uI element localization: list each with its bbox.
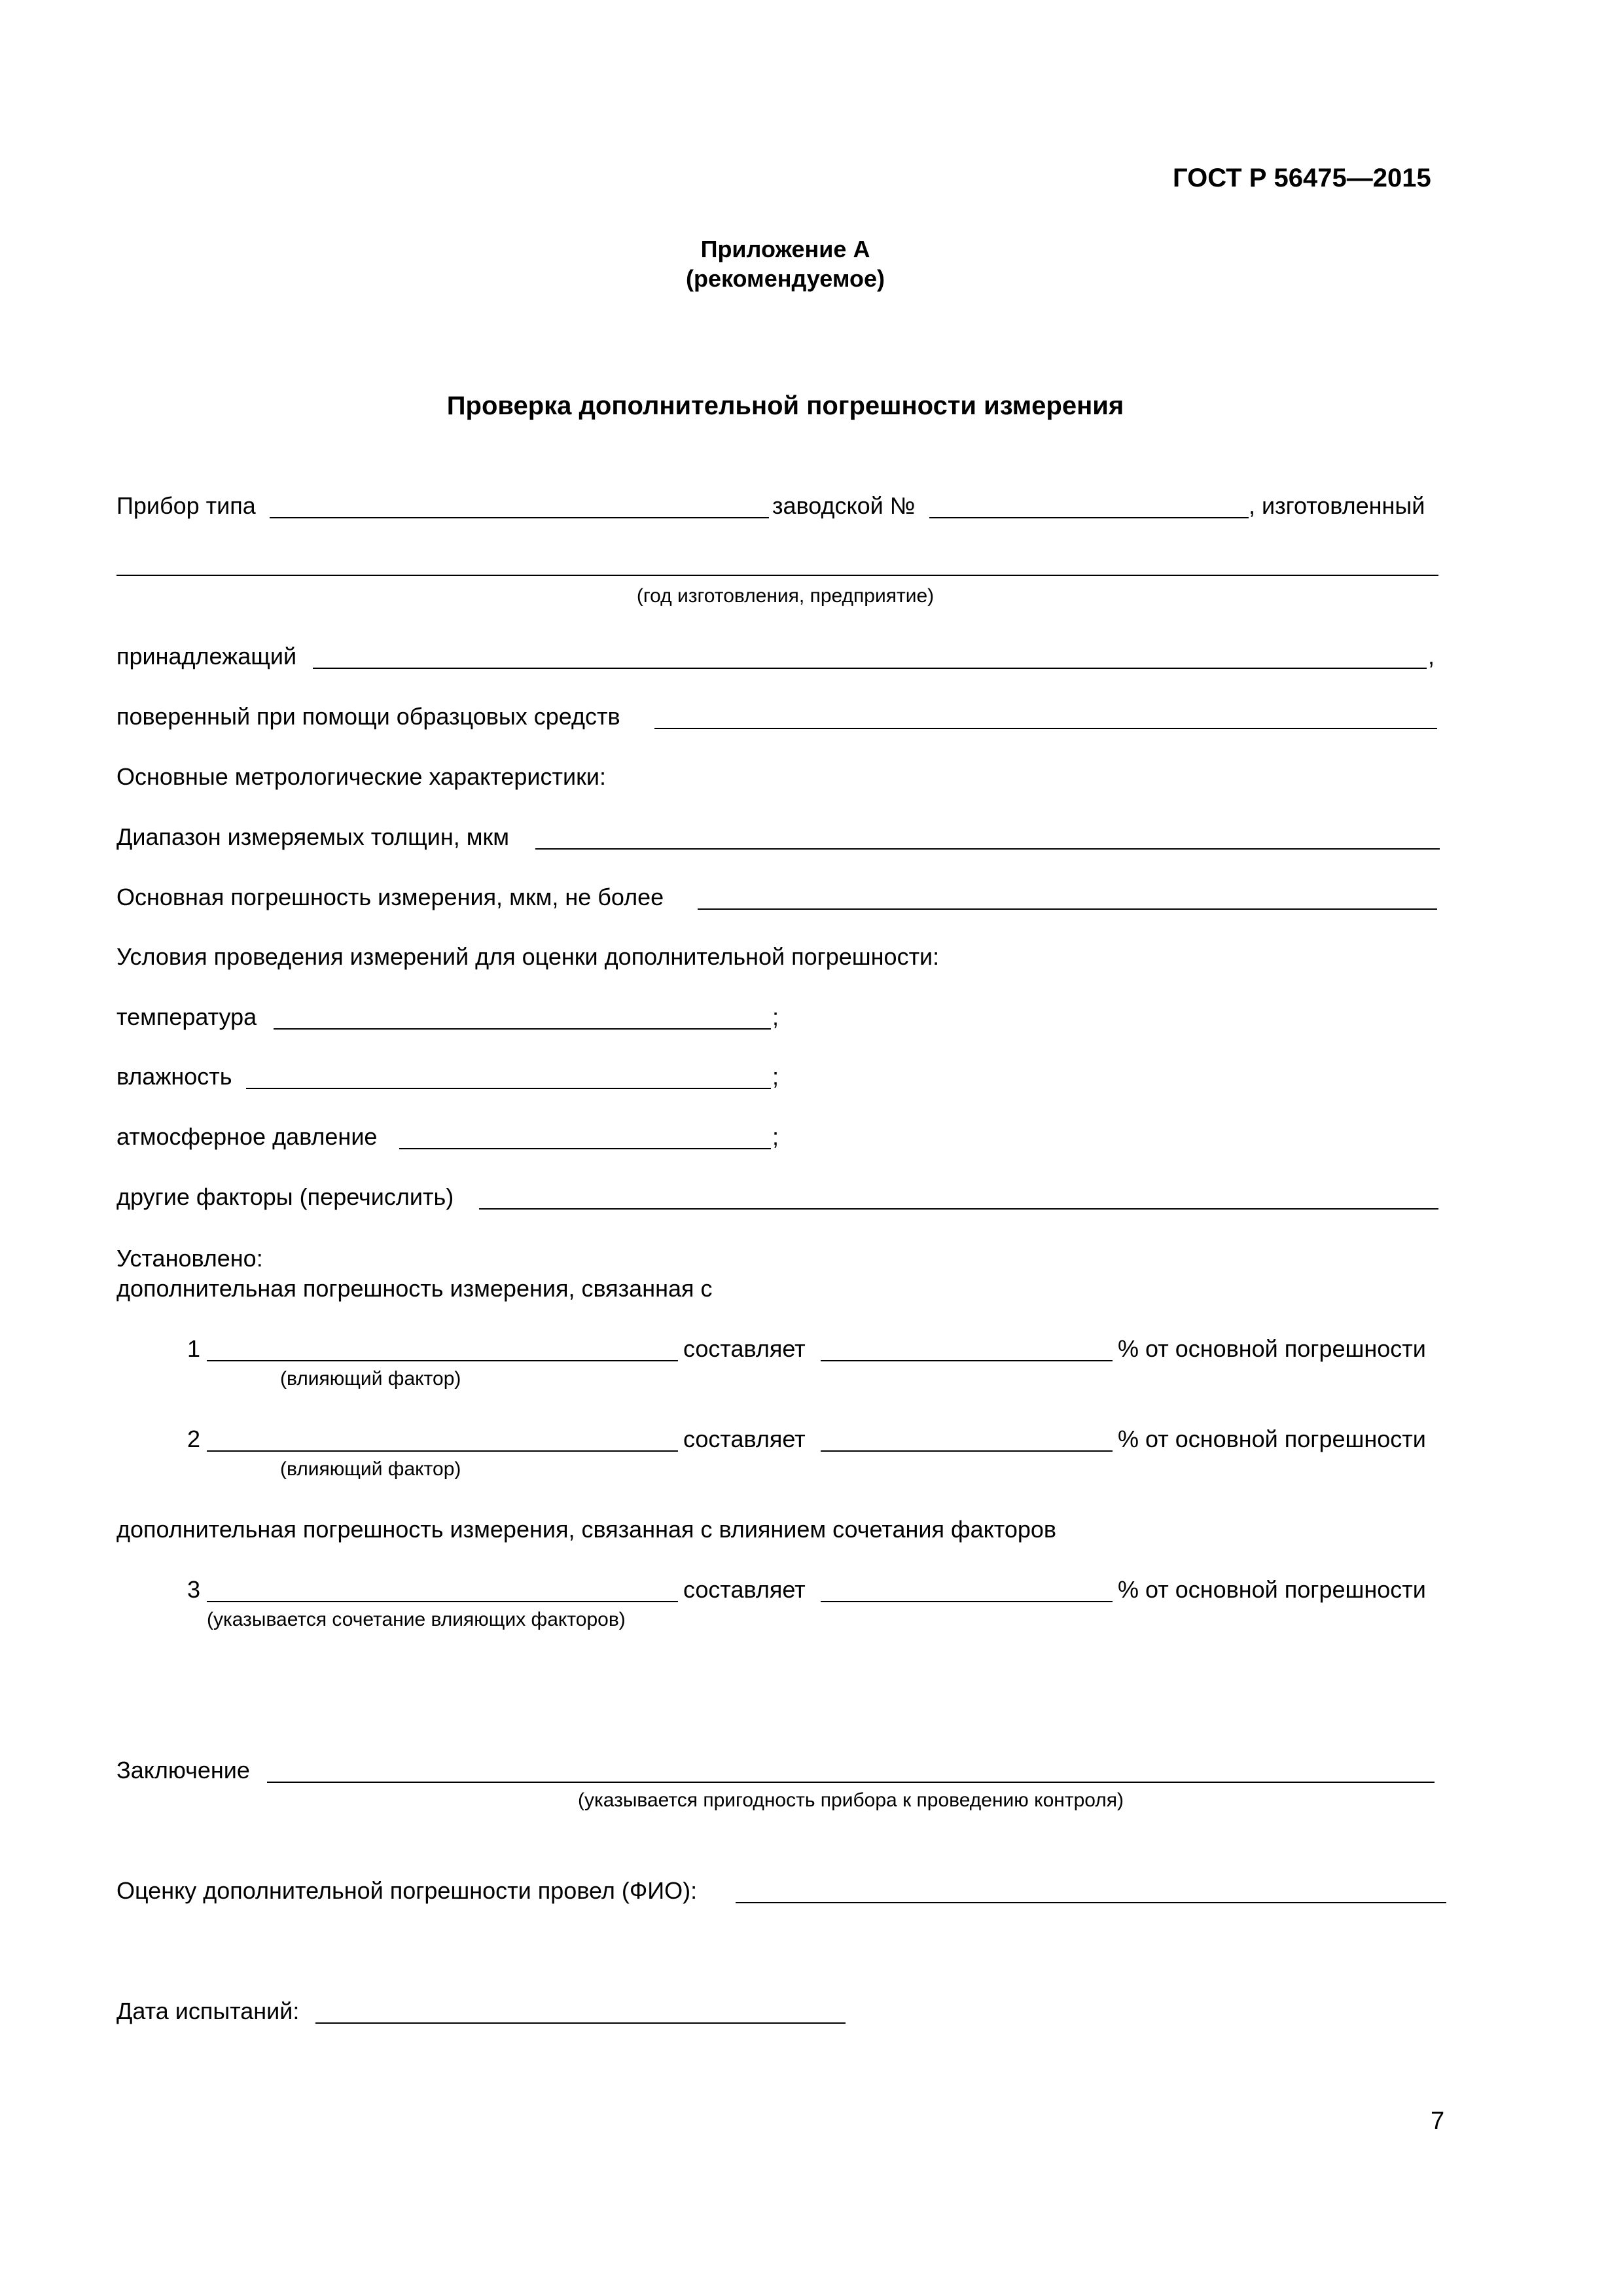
additional-error-label: дополнительная погрешность измерения, связанная с	[116, 1275, 713, 1302]
device-type-field[interactable]	[270, 517, 769, 518]
conditions-heading: Условия проведения измерений для оценки дополнительной погрешности:	[116, 943, 940, 970]
factor-row-3-amounts: составляет	[683, 1576, 806, 1603]
owner-field[interactable]	[313, 668, 1427, 669]
serial-number-field[interactable]	[929, 517, 1249, 518]
factor-row-2-percent-field[interactable]	[821, 1450, 1113, 1452]
form-title: Проверка дополнительной погрешности измерения	[446, 391, 1124, 420]
conclusion-field[interactable]	[267, 1782, 1435, 1783]
year-caption: (год изготовления, предприятие)	[636, 585, 935, 607]
factor-row-3-number: 3	[187, 1576, 201, 1603]
factor-row-3-caption: (указывается сочетание влияющих факторов)	[207, 1609, 626, 1630]
test-date-field[interactable]	[315, 2022, 846, 2024]
humidity-semicolon: ;	[772, 1063, 779, 1090]
verified-label: поверенный при помощи образцовых средств	[116, 703, 620, 730]
factor-row-2-number: 2	[187, 1426, 201, 1452]
owner-comma: ,	[1428, 643, 1435, 670]
metrology-heading: Основные метрологические характеристики:	[116, 763, 606, 790]
other-factors-field[interactable]	[479, 1208, 1438, 1210]
temperature-semicolon: ;	[772, 1003, 779, 1030]
owner-label: принадлежащий	[116, 643, 297, 670]
factor-row-3-field[interactable]	[207, 1601, 678, 1602]
base-error-field[interactable]	[698, 908, 1437, 910]
manufacture-year-field[interactable]	[116, 575, 1438, 576]
temperature-label: температура	[116, 1003, 257, 1030]
humidity-label: влажность	[116, 1063, 232, 1090]
factor-row-2-amounts: составляет	[683, 1426, 806, 1452]
range-field[interactable]	[535, 848, 1440, 850]
document-number: ГОСТ Р 56475—2015	[1173, 164, 1431, 192]
factor-row-1-caption: (влияющий фактор)	[280, 1368, 461, 1390]
factor-row-1-number: 1	[187, 1335, 201, 1362]
combined-error-label: дополнительная погрешность измерения, связанная с влиянием сочетания факторов	[116, 1516, 1057, 1543]
conclusion-label: Заключение	[116, 1757, 250, 1784]
established-label: Установлено:	[116, 1245, 263, 1272]
test-date-label: Дата испытаний:	[116, 1998, 300, 2024]
verified-field[interactable]	[654, 728, 1437, 729]
humidity-field[interactable]	[246, 1088, 771, 1089]
range-label: Диапазон измеряемых толщин, мкм	[116, 823, 509, 850]
factor-row-1-percent-label: % от основной погрешности	[1118, 1335, 1426, 1362]
base-error-label: Основная погрешность измерения, мкм, не более	[116, 884, 664, 910]
other-factors-label: другие факторы (перечислить)	[116, 1183, 454, 1210]
temperature-field[interactable]	[274, 1028, 771, 1030]
serial-label: заводской №	[772, 492, 916, 519]
device-type-label: Прибор типа	[116, 492, 256, 519]
conclusion-caption: (указывается пригодность прибора к проведению контроля)	[577, 1789, 1124, 1811]
evaluator-label: Оценку дополнительной погрешности провел (ФИО):	[116, 1877, 698, 1904]
appendix-status: (рекомендуемое)	[686, 265, 885, 292]
evaluator-field[interactable]	[736, 1902, 1446, 1903]
factor-row-3-percent-label: % от основной погрешности	[1118, 1576, 1426, 1603]
pressure-field[interactable]	[399, 1148, 771, 1149]
factor-row-1-percent-field[interactable]	[821, 1360, 1113, 1361]
manufactured-label: , изготовленный	[1249, 492, 1425, 519]
factor-row-2-field[interactable]	[207, 1450, 678, 1452]
page-number: 7	[1431, 2108, 1445, 2135]
factor-row-3-percent-field[interactable]	[821, 1601, 1113, 1602]
pressure-label: атмосферное давление	[116, 1123, 378, 1150]
factor-row-1-field[interactable]	[207, 1360, 678, 1361]
factor-row-1-amounts: составляет	[683, 1335, 806, 1362]
appendix-title: Приложение А	[700, 236, 870, 262]
factor-row-2-percent-label: % от основной погрешности	[1118, 1426, 1426, 1452]
factor-row-2-caption: (влияющий фактор)	[280, 1458, 461, 1480]
pressure-semicolon: ;	[772, 1123, 779, 1150]
